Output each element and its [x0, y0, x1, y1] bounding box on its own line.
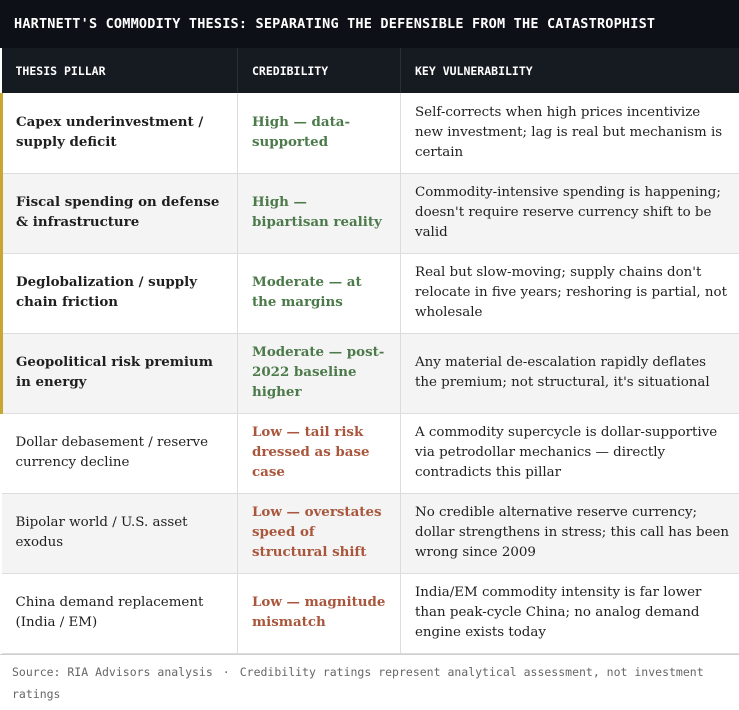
- thesis-pillar-cell: Dollar debasement / reserve currency decline: [2, 413, 238, 493]
- credibility-cell: Moderate — post-2022 baseline higher: [238, 333, 401, 413]
- ratings-note: Credibility ratings represent analytical assessment, not investment ratings: [12, 664, 704, 701]
- credibility-cell: Low — magnitude mismatch: [238, 573, 401, 653]
- thesis-pillar-cell: Deglobalization / supply chain friction: [2, 253, 238, 333]
- credibility-cell: Low — tail risk dressed as base case: [238, 413, 401, 493]
- table-row: [2, 253, 739, 333]
- thesis-pillar-cell: Bipolar world / U.S. asset exodus: [2, 493, 238, 573]
- table-header-row: [2, 48, 739, 93]
- vulnerability-cell: Self-corrects when high prices incentivize new investment; lag is real but mechanism is certain: [415, 105, 723, 160]
- credibility-cell: High — data-supported: [238, 93, 401, 173]
- table-row: [2, 493, 739, 573]
- source-note: Source: RIA Advisors analysis: [12, 664, 213, 679]
- table-row: [2, 333, 739, 413]
- column-header-vulnerability: KEY VULNERABILITY: [415, 63, 533, 78]
- table-title: HARTNETT'S COMMODITY THESIS: SEPARATING THE DEFENSIBLE FROM THE CATASTROPHIST: [0, 0, 739, 48]
- column-header-credibility: CREDIBILITY: [238, 48, 401, 93]
- vulnerability-cell: No credible alternative reserve currency; dollar strengthens in stress; this call has been wrong since 2009: [415, 505, 730, 560]
- thesis-table: [0, 48, 739, 654]
- footer-separator: ·: [222, 664, 230, 679]
- table-row: [2, 173, 739, 253]
- credibility-cell: Low — overstates speed of structural shift: [238, 493, 401, 573]
- thesis-pillar-cell: China demand replacement (India / EM): [2, 573, 238, 653]
- table-row: [2, 573, 739, 653]
- table-row: [2, 93, 739, 173]
- vulnerability-cell: Any material de-escalation rapidly deflates the premium; not structural, it's situational: [415, 355, 710, 390]
- thesis-pillar-cell: Capex underinvestment / supply deficit: [2, 93, 238, 173]
- thesis-pillar-cell: Fiscal spending on defense & infrastructure: [2, 173, 238, 253]
- column-header-pillar: THESIS PILLAR: [2, 48, 238, 93]
- vulnerability-cell: Commodity-intensive spending is happening; doesn't require reserve currency shift to be valid: [415, 185, 721, 240]
- vulnerability-cell: India/EM commodity intensity is far lower than peak-cycle China; no analog demand engine exists today: [415, 585, 702, 640]
- thesis-pillar-cell: Geopolitical risk premium in energy: [2, 333, 238, 413]
- table-row: [2, 413, 739, 493]
- credibility-cell: High — bipartisan reality: [238, 173, 401, 253]
- vulnerability-cell: A commodity supercycle is dollar-supportive via petrodollar mechanics — directly contradicts this pillar: [415, 425, 718, 480]
- vulnerability-cell: Real but slow-moving; supply chains don't relocate in five years; reshoring is partial, not wholesale: [415, 265, 727, 320]
- table-footer: [0, 654, 739, 705]
- credibility-cell: Moderate — at the margins: [238, 253, 401, 333]
